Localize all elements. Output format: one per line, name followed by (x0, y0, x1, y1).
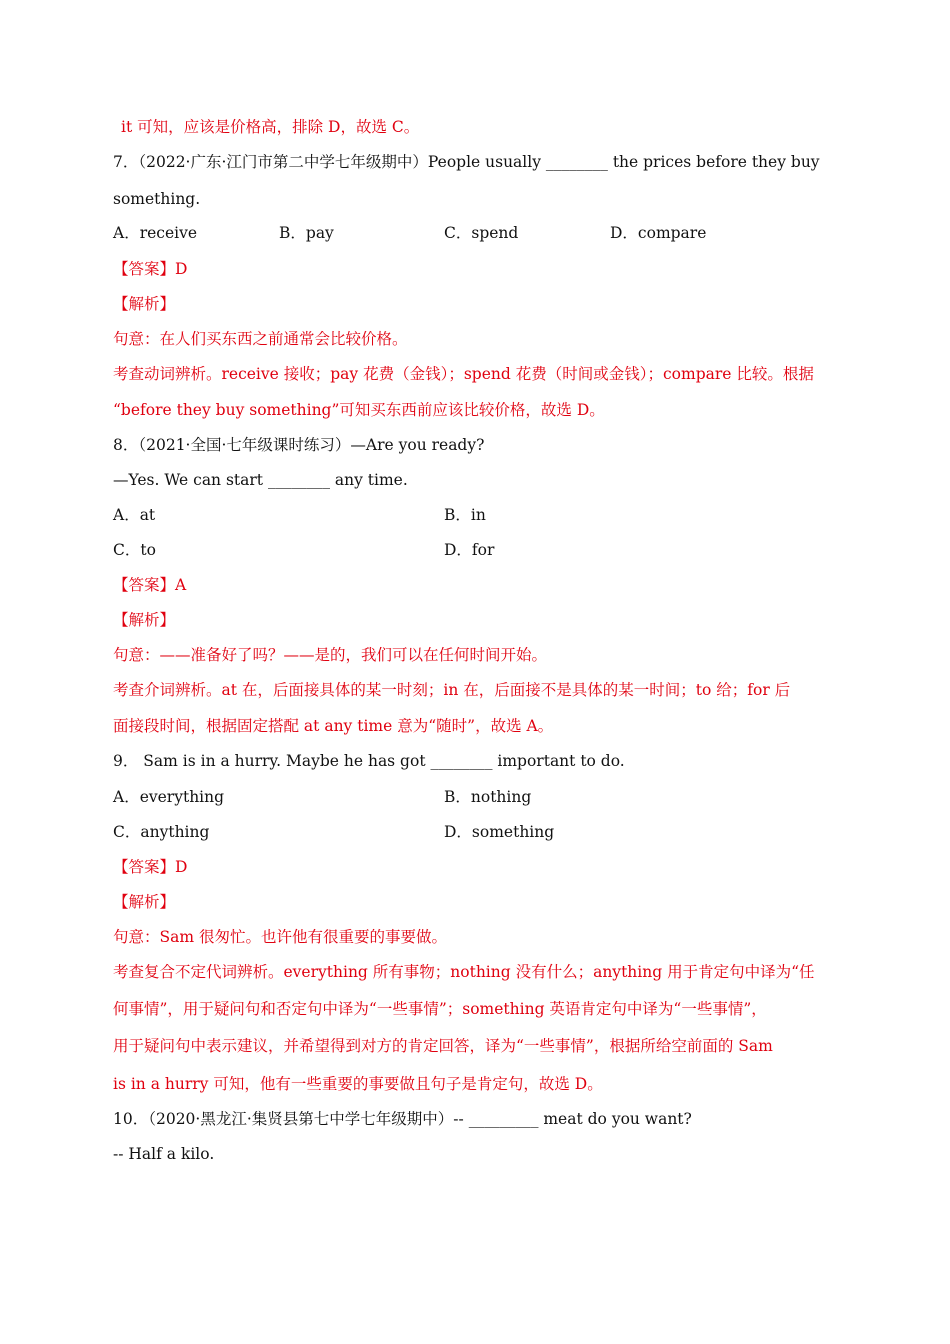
q9-meaning: 句意：Sam 很匆忙。也许他有很重要的事要做。 (113, 928, 447, 946)
top-explanation: it 可知，应该是价格高，排除 D，故选 C。 (121, 118, 420, 136)
q10-stem-line1 (113, 1109, 692, 1129)
q7-option-c: C．spend (444, 224, 519, 242)
q9-analysis-label: 【解析】 (113, 893, 176, 911)
q7-analysis-label: 【解析】 (113, 295, 176, 313)
q10-stem-suffix: meat do you want? (538, 1110, 692, 1128)
q8-stem-line1: 8．（2021·全国·七年级课时练习）—Are you ready? (113, 436, 485, 454)
q7-explain-line2: “before they buy something”可知买东西前应该比较价格，故选 D。 (113, 401, 605, 419)
q8-option-a: A．at (113, 506, 156, 524)
q10-stem-prefix: 10．（2020·黑龙江·集贤县第七中学七年级期中）-- (113, 1110, 469, 1128)
q7-stem-line1: 7．（2022·广东·江门市第二中学七年级期中）People usually ________ the prices before they buy (113, 153, 820, 171)
q7-option-d: D．compare (610, 224, 707, 242)
q9-option-b: B．nothing (444, 788, 532, 806)
q9-explain-line2: 何事情”，用于疑问句和否定句中译为“一些事情”；something 英语肯定句中译为“一些事情”， (113, 1000, 767, 1018)
q8-explain-line2: 面接段时间，根据固定搭配 at any time 意为“随时”，故选 A。 (113, 717, 554, 735)
q9-stem-line1: 9． Sam is in a hurry. Maybe he has got ________ important to do. (113, 752, 625, 770)
q8-answer: 【答案】A (113, 576, 187, 594)
q9-answer: 【答案】D (113, 858, 188, 876)
q9-option-a: A．everything (113, 788, 225, 806)
q8-stem-line2: —Yes. We can start ________ any time. (113, 471, 408, 489)
q8-option-d: D．for (444, 541, 495, 559)
q7-answer: 【答案】D (113, 260, 188, 278)
q8-explain-line1: 考查介词辨析。at 在，后面接具体的某一时刻；in 在，后面接不是具体的某一时间；to 给；for 后 (113, 681, 791, 699)
q7-stem-line2: something. (113, 190, 201, 208)
q9-option-d: D．something (444, 823, 555, 841)
q7-option-a: A．receive (113, 224, 198, 242)
q9-explain-line3: 用于疑问句中表示建议，并希望得到对方的肯定回答，译为“一些事情”，根据所给空前面的 Sam (113, 1037, 773, 1055)
q9-option-c: C．anything (113, 823, 210, 841)
q8-meaning: 句意：——准备好了吗？——是的，我们可以在任何时间开始。 (113, 646, 548, 664)
q10-blank: _________ (468, 1110, 539, 1128)
q9-explain-line4: is in a hurry 可知，他有一些重要的事要做且句子是肯定句，故选 D。 (113, 1075, 603, 1093)
q8-analysis-label: 【解析】 (113, 611, 176, 629)
q8-option-b: B．in (444, 506, 486, 524)
q10-stem-line2: -- Half a kilo. (113, 1145, 215, 1163)
q7-option-b: B．pay (279, 224, 334, 242)
q7-explain-line1: 考查动词辨析。receive 接收；pay 花费（金钱）；spend 花费（时间或金钱）；compare 比较。根据 (113, 365, 814, 383)
q8-option-c: C．to (113, 541, 156, 559)
q7-meaning: 句意：在人们买东西之前通常会比较价格。 (113, 330, 408, 348)
q9-explain-line1: 考查复合不定代词辨析。everything 所有事物；nothing 没有什么；anything 用于肯定句中译为“任 (113, 963, 815, 981)
